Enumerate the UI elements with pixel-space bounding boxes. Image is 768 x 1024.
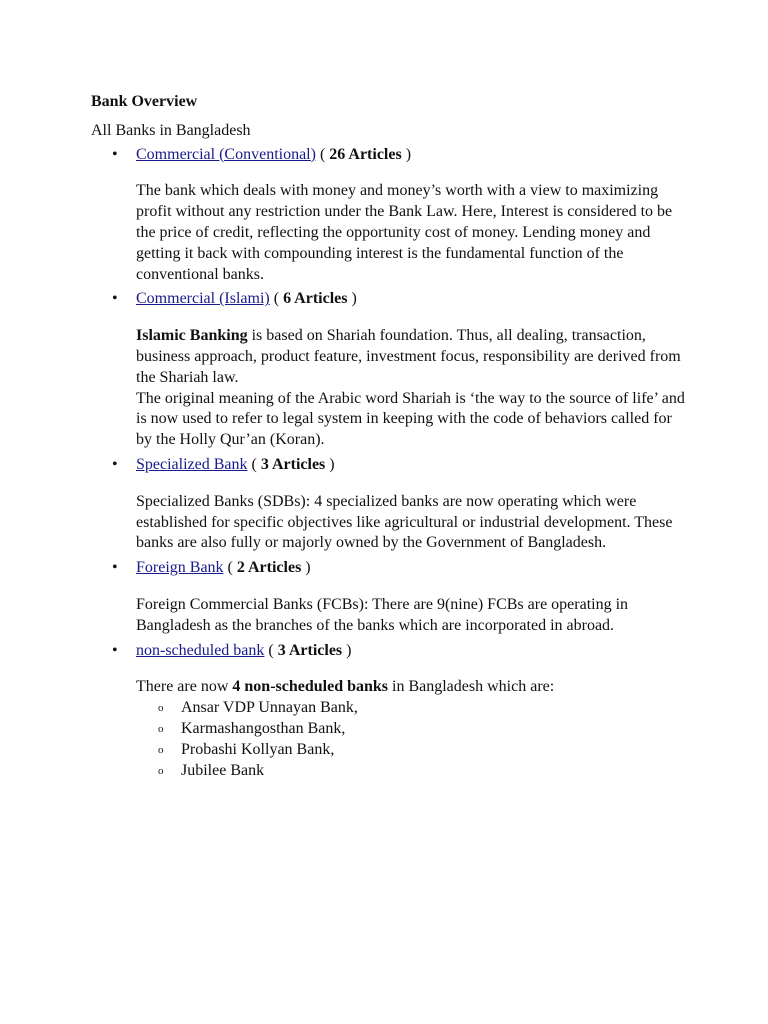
commercial-conventional-link[interactable]: Commercial (Conventional)	[136, 145, 316, 163]
bank-item-foreign	[91, 558, 691, 636]
circle-bullet-icon: o	[158, 722, 164, 735]
bank-item-commercial-islami	[91, 289, 691, 451]
non-scheduled-bank-link[interactable]: non-scheduled bank	[136, 641, 265, 659]
bank-item-commercial-conventional	[91, 145, 691, 286]
description-text: in Bangladesh which are:	[388, 678, 555, 696]
article-count: 2 Articles	[236, 559, 302, 577]
item-heading	[136, 289, 691, 310]
description-paragraph	[136, 389, 691, 451]
description-text: There are now	[136, 678, 233, 696]
bullet-icon: •	[112, 290, 118, 308]
list-item	[136, 761, 691, 782]
count-open: (	[264, 641, 278, 659]
count-close: )	[325, 455, 335, 473]
article-count: 3 Articles	[260, 455, 326, 473]
description-text: The original meaning of the Arabic word Shariah is ‘the way to the source of life’ and is now used to refer to legal system in keeping with the code of behaviors called for by the Holly Qur’an (Koran).	[136, 389, 685, 449]
description-text: The bank which deals with money and money’s worth with a view to maximizing profit without any restriction under the Bank Law. Here, Interest is considered to be the price of credit, reflecting the opportunity cost of money. Lending money and getting it back with compounding interest is the fundamental function of the conventional banks.	[136, 182, 673, 283]
description-paragraph	[136, 326, 691, 388]
description-paragraph	[136, 492, 691, 554]
circle-bullet-icon: o	[158, 702, 164, 715]
item-description	[136, 677, 691, 781]
circle-bullet-icon: o	[158, 743, 164, 756]
page-title: Bank Overview	[91, 93, 198, 110]
item-description	[136, 595, 691, 637]
bullet-icon: •	[112, 641, 118, 659]
count-close: )	[301, 559, 311, 577]
item-heading	[136, 641, 691, 662]
count-close: )	[401, 145, 412, 163]
foreign-bank-link[interactable]: Foreign Bank	[136, 559, 224, 577]
list-item	[136, 698, 691, 719]
intro-text: All Banks in Bangladesh	[91, 121, 251, 139]
item-heading	[136, 455, 691, 476]
description-paragraph	[136, 595, 691, 637]
article-count: 6 Articles	[283, 290, 348, 308]
specialized-bank-link[interactable]: Specialized Bank	[136, 455, 248, 473]
count-open: (	[247, 455, 261, 473]
item-heading	[136, 558, 691, 579]
description-paragraph	[136, 181, 691, 285]
bullet-icon: •	[112, 145, 118, 163]
article-count: 26 Articles	[329, 145, 402, 163]
list-item	[136, 719, 691, 740]
count-open: (	[315, 145, 330, 163]
list-item	[136, 740, 691, 761]
non-scheduled-count: 4 non-scheduled banks	[232, 678, 389, 696]
item-description	[136, 326, 691, 451]
item-heading	[136, 145, 691, 166]
commercial-islami-link[interactable]: Commercial (Islami)	[136, 290, 270, 308]
circle-bullet-icon: o	[158, 764, 164, 777]
list-item-text: Karmashangosthan Bank,	[181, 719, 346, 737]
description-text: is based on Shariah foundation. Thus, all dealing, transaction, business approach, product feature, investment focus, responsibility are derived from the Shariah law.	[136, 327, 681, 386]
count-open: (	[269, 290, 284, 308]
bank-item-non-scheduled	[91, 641, 691, 782]
item-description	[136, 181, 691, 285]
article-count: 3 Articles	[277, 641, 343, 659]
list-item-text: Ansar VDP Unnayan Bank,	[181, 699, 358, 717]
description-text: Foreign Commercial Banks (FCBs): There are 9(nine) FCBs are operating in Bangladesh as the branches of the banks which are incorporated in abroad.	[136, 595, 629, 634]
count-close: )	[342, 641, 352, 659]
islamic-banking-term: Islamic Banking	[136, 327, 248, 345]
bullet-icon: •	[112, 559, 118, 577]
description-text: Specialized Banks (SDBs): 4 specialized banks are now operating which were established for specific objectives like agricultural or industrial development. These banks are also fully or majorly owned by the Government of Bangladesh.	[136, 492, 673, 552]
count-open: (	[223, 559, 237, 577]
bank-item-specialized	[91, 455, 691, 554]
bank-list	[91, 145, 691, 782]
count-close: )	[347, 290, 357, 308]
description-paragraph	[136, 677, 691, 698]
item-description	[136, 492, 691, 554]
bullet-icon: •	[112, 455, 118, 473]
non-scheduled-bank-list	[136, 698, 691, 781]
list-item-text: Jubilee Bank	[181, 761, 265, 779]
list-item-text: Probashi Kollyan Bank,	[181, 740, 335, 758]
